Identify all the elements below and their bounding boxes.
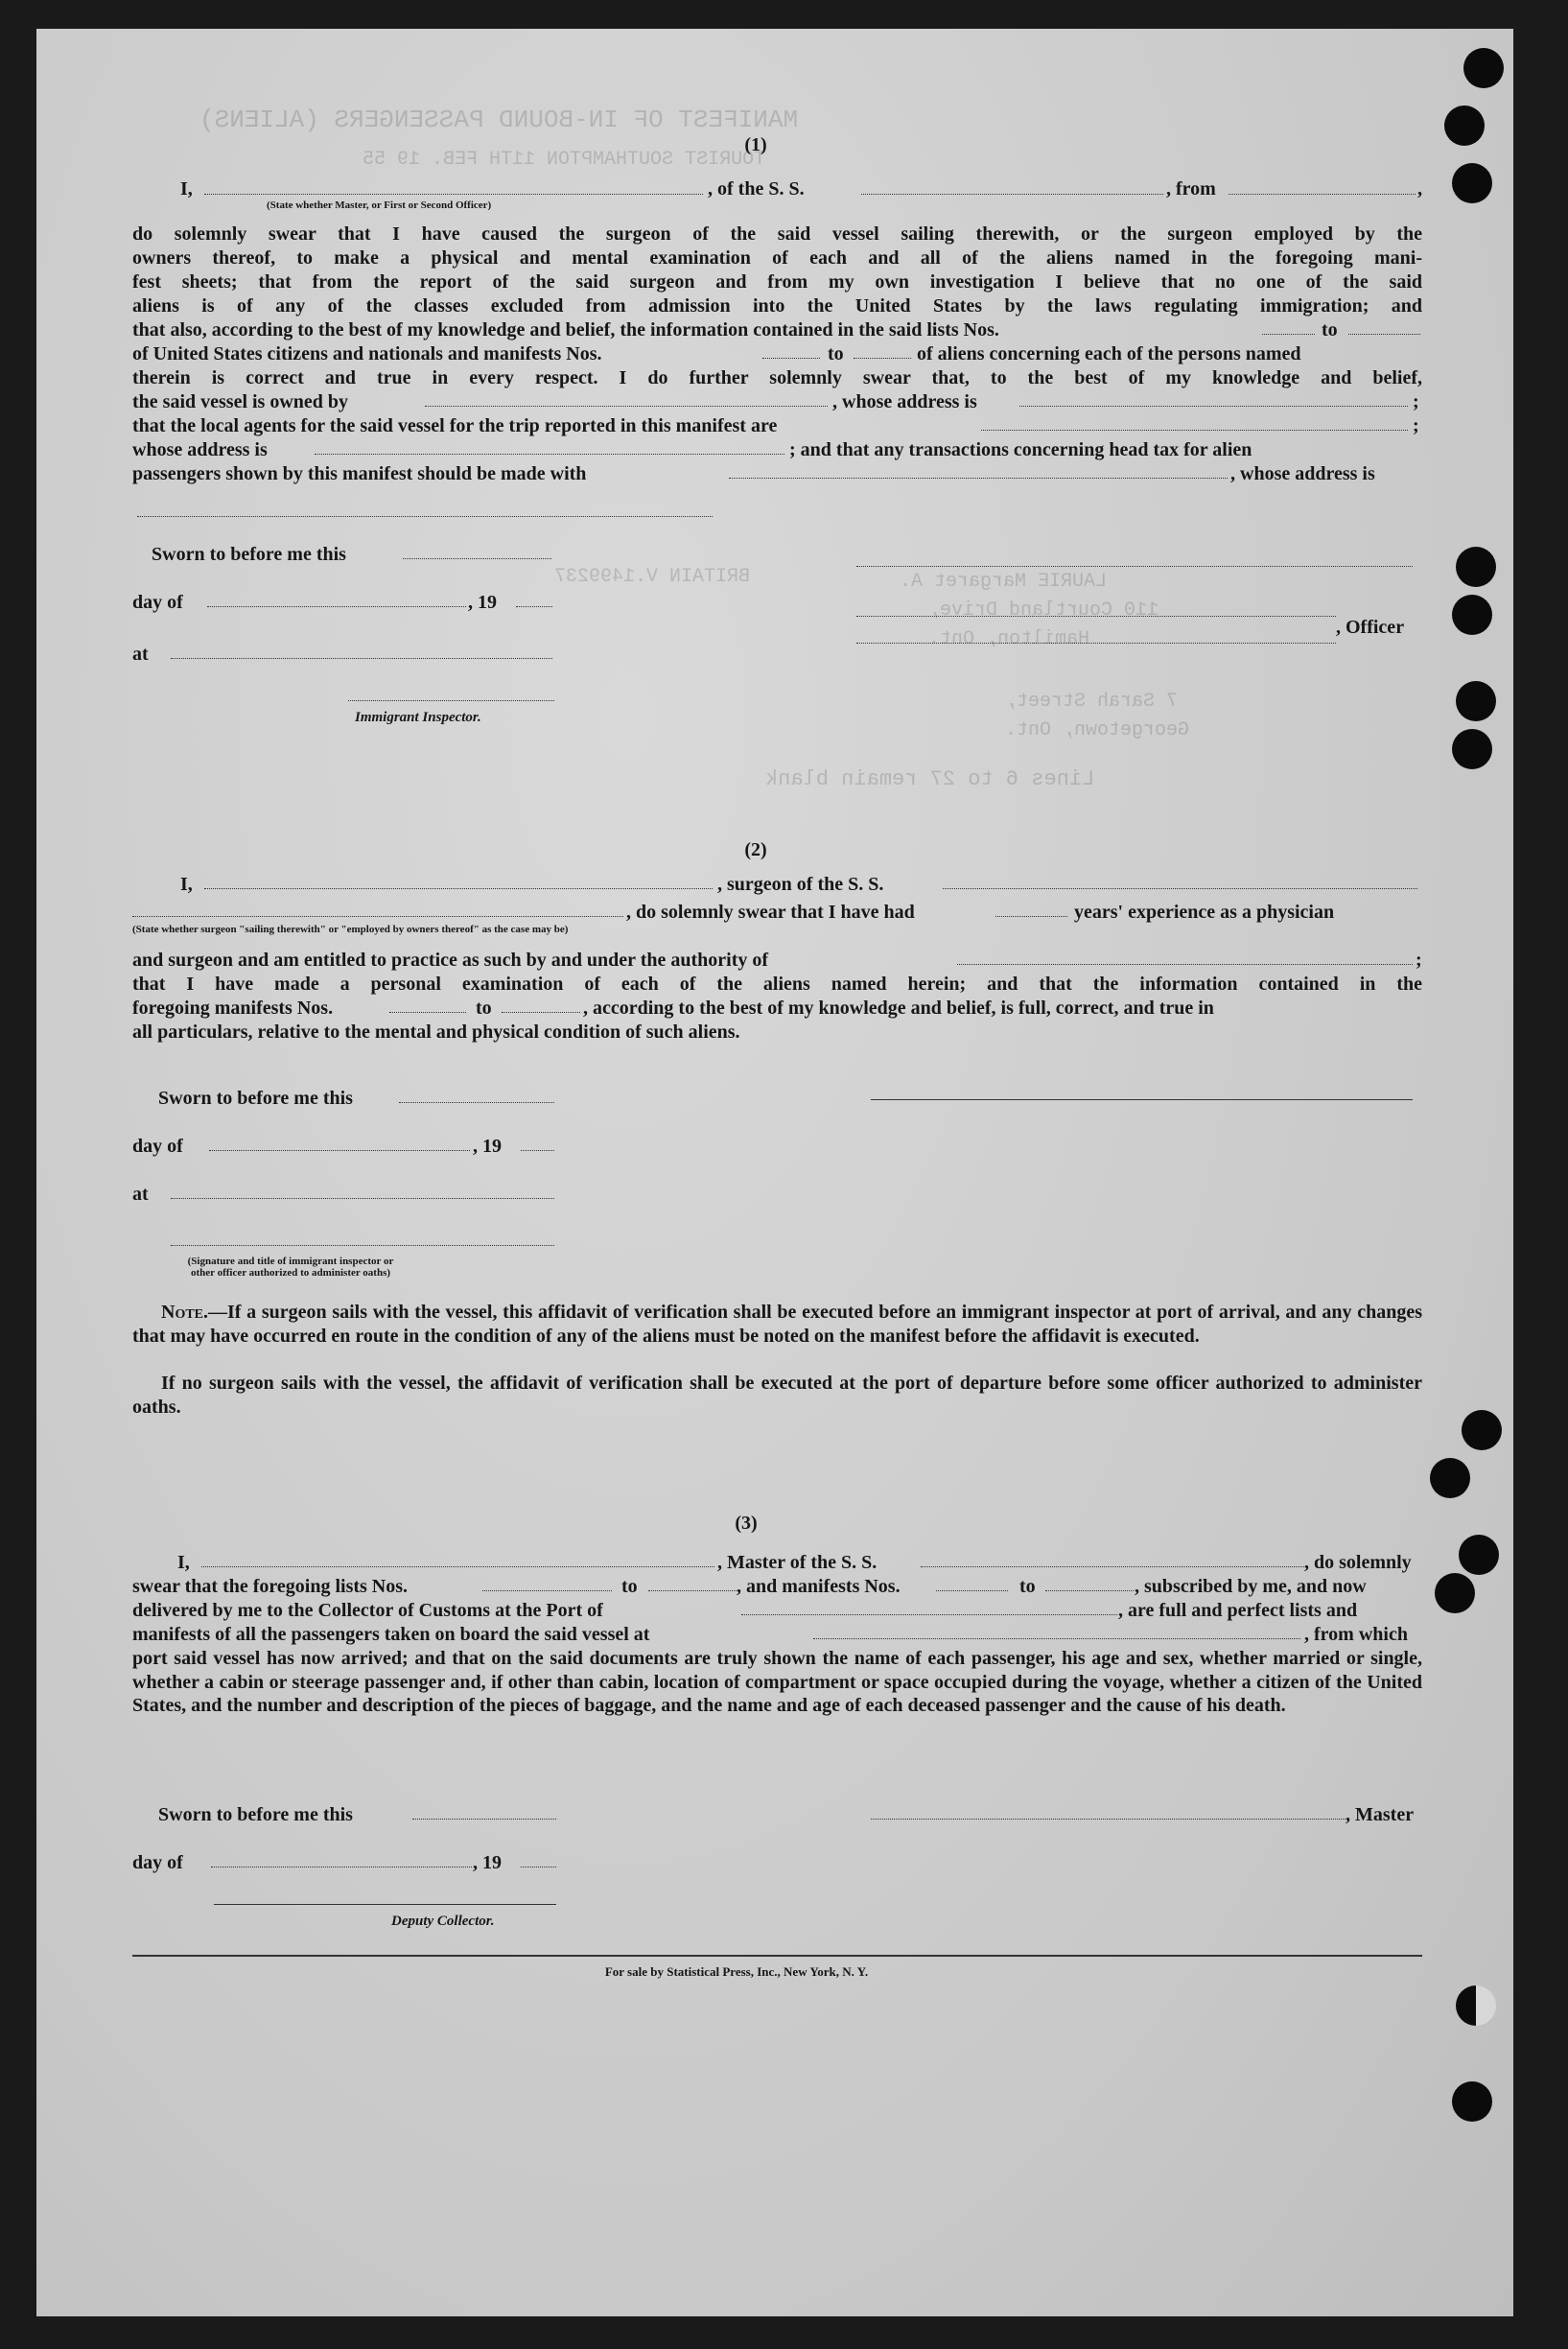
bleed-through-text: LAURIE Margaret A. bbox=[900, 571, 1108, 593]
section-1-body-line: fest sheets; that from the report of the said surgeon and from my own investigation I believe that no one of the said bbox=[132, 271, 1422, 293]
head-tax-text: ; and that any transactions concerning head tax for alien bbox=[789, 439, 1252, 460]
master-name-label: I, bbox=[177, 1552, 190, 1573]
lists-to-field-3[interactable] bbox=[648, 1590, 737, 1591]
lists-nos-from-field[interactable] bbox=[1262, 334, 1315, 335]
section-2-number: (2) bbox=[744, 839, 767, 860]
surgeon-note: (State whether surgeon "sailing therewith" or "employed by owners thereof" as the case may be) bbox=[132, 924, 569, 935]
swear-text: , do solemnly swear that I have had bbox=[626, 902, 915, 923]
agent-address-label: whose address is bbox=[132, 439, 268, 460]
day-of-label-1: day of bbox=[132, 592, 183, 613]
officer-note: (State whether Master, or First or Second Officer) bbox=[267, 200, 492, 211]
agents-field[interactable] bbox=[981, 430, 1408, 431]
head-tax-address-label: , whose address is bbox=[1230, 463, 1375, 484]
exam-line: that I have made a personal examination of each of the aliens named herein; and that the information contained in the bbox=[132, 974, 1422, 995]
bleed-through-text: 110 Courtland Drive, bbox=[928, 599, 1159, 622]
note-paragraph-1 bbox=[132, 1301, 1422, 1348]
bleed-through-text: Lines 6 to 27 remain blank bbox=[765, 767, 1095, 791]
correct-line: therein is correct and true in every respect. I do further solemnly swear that, to the best of my knowledge and belief, bbox=[132, 367, 1422, 388]
from-label: , from bbox=[1166, 178, 1216, 200]
deputy-caption: Deputy Collector. bbox=[391, 1914, 495, 1929]
lists-text-3: swear that the foregoing lists Nos. bbox=[132, 1576, 409, 1597]
year-label-1: , 19 bbox=[468, 592, 497, 613]
officer-name-field[interactable] bbox=[204, 194, 703, 195]
punch-hole-icon bbox=[1456, 681, 1496, 721]
inspector-signature-field-2[interactable] bbox=[171, 1245, 554, 1246]
foregoing-from-field[interactable] bbox=[389, 1012, 466, 1013]
note-paragraph-2: If no surgeon sails with the vessel, the affidavit of verification shall be executed at the port of departure before some officer authorized to administer oaths. bbox=[132, 1373, 1422, 1418]
collector-text: delivered by me to the Collector of Customs at the Port of bbox=[132, 1600, 603, 1621]
foregoing-to-field[interactable] bbox=[502, 1012, 580, 1013]
surgeon-name-field[interactable] bbox=[204, 888, 713, 889]
year-label-3: , 19 bbox=[473, 1852, 502, 1873]
punch-hole-icon bbox=[1435, 1573, 1475, 1613]
inspector-signature-field[interactable] bbox=[348, 700, 554, 701]
citizens-text: of United States citizens and nationals and manifests Nos. bbox=[132, 343, 602, 364]
lists-to-3: to bbox=[621, 1576, 638, 1597]
bleed-through-text: MANIFEST OF IN-BOUND PASSENGERS (ALIENS) bbox=[199, 106, 799, 134]
document-page bbox=[36, 29, 1513, 2316]
surgeon-ship-field[interactable] bbox=[943, 888, 1417, 889]
punch-hole-icon bbox=[1462, 1410, 1502, 1450]
sworn-label-2: Sworn to before me this bbox=[158, 1088, 353, 1109]
foregoing-text: foregoing manifests Nos. bbox=[132, 998, 334, 1019]
sworn-day-field-3[interactable] bbox=[412, 1819, 556, 1820]
bleed-through-text: 7 Sarah Street, bbox=[1005, 691, 1179, 713]
lists-from-field-3[interactable] bbox=[482, 1590, 612, 1591]
ship-name-field[interactable] bbox=[861, 194, 1163, 195]
punch-hole-icon bbox=[1456, 547, 1496, 587]
punch-hole-icon bbox=[1452, 163, 1492, 203]
foregoing-suffix: , according to the best of my knowledge and belief, is full, correct, and true in bbox=[583, 998, 1214, 1019]
particulars-line: all particulars, relative to the mental and physical condition of such aliens. bbox=[132, 1022, 740, 1043]
lists-nos-text: that also, according to the best of my knowledge and belief, the information contained in the said lists Nos. bbox=[132, 319, 999, 341]
note-text-1: —If a surgeon sails with the vessel, this affidavit of verification shall be executed before an immigrant inspector at port of arrival, and any changes that may have occurred en route in the condition of any of the aliens must be noted on the manifest before the affidavit is executed. bbox=[132, 1302, 1422, 1347]
section-3-body: port said vessel has now arrived; and that on the said documents are truly shown the name of each passenger, his age and sex, whether married or single, whether a cabin or steerage passenger and, if other than cabin, location of compartment or space occupied during the voyage, whether a citizen of the United States, and the number and description of the pieces of baggage, and the name and age of each deceased passenger and the cause of his death. bbox=[132, 1648, 1422, 1716]
deputy-signature-field[interactable] bbox=[214, 1904, 556, 1905]
punch-hole-icon bbox=[1452, 595, 1492, 635]
surgeon-name-label: I, bbox=[180, 874, 193, 895]
at-field-1[interactable] bbox=[171, 658, 552, 659]
master-label: , Master bbox=[1346, 1804, 1415, 1825]
punch-hole-icon bbox=[1452, 729, 1492, 769]
punch-hole-icon bbox=[1430, 1458, 1470, 1498]
punch-hole-icon bbox=[1452, 2081, 1492, 2122]
sworn-label-3: Sworn to before me this bbox=[158, 1804, 353, 1825]
day-of-field-2[interactable] bbox=[209, 1150, 470, 1151]
master-signature-field[interactable] bbox=[871, 1819, 1346, 1820]
collector-suffix: , are full and perfect lists and bbox=[1118, 1600, 1358, 1621]
officer-label: , Officer bbox=[1336, 617, 1405, 638]
punch-hole-icon bbox=[1463, 48, 1504, 88]
surgeon-ship-label: , surgeon of the S. S. bbox=[717, 874, 884, 895]
owner-address-label: , whose address is bbox=[832, 391, 977, 412]
bleed-through-text: Hamilton, Ont. bbox=[928, 628, 1090, 650]
authority-semicolon: ; bbox=[1416, 950, 1422, 971]
master-ship-field[interactable] bbox=[921, 1566, 1304, 1567]
manifests-to-3: to bbox=[1019, 1576, 1036, 1597]
authority-text: and surgeon and am entitled to practice as such by and under the authority of bbox=[132, 950, 769, 971]
citizens-to: to bbox=[828, 343, 844, 364]
subscribed-text: , subscribed by me, and now bbox=[1135, 1576, 1367, 1597]
master-name-field[interactable] bbox=[201, 1566, 714, 1567]
printer-imprint: For sale by Statistical Press, Inc., New York, N. Y. bbox=[604, 1964, 869, 1979]
citizens-suffix: of aliens concerning each of the persons named bbox=[917, 343, 1301, 364]
day-of-field-1[interactable] bbox=[207, 606, 466, 607]
citizens-from-field[interactable] bbox=[762, 358, 820, 359]
from-comma: , bbox=[1417, 178, 1422, 200]
head-tax-agent-field[interactable] bbox=[729, 478, 1228, 479]
punch-hole-icon bbox=[1456, 1985, 1496, 2026]
officer-sign-line-2[interactable] bbox=[856, 616, 1336, 617]
officer-signature-field[interactable] bbox=[856, 643, 1336, 644]
sworn-day-field-2[interactable] bbox=[399, 1102, 554, 1103]
master-solemnly: , do solemnly bbox=[1304, 1552, 1412, 1573]
bleed-through-text: BRITAIN V.1499237 bbox=[554, 566, 751, 588]
day-of-label-3: day of bbox=[132, 1852, 183, 1873]
section-3-number: (3) bbox=[735, 1513, 758, 1534]
years-text: years' experience as a physician bbox=[1074, 902, 1335, 923]
signature-note: (Signature and title of immigrant inspector or other officer authorized to administer oaths) bbox=[187, 1256, 394, 1279]
years-field[interactable] bbox=[995, 916, 1067, 917]
manifests-line: manifests of all the passengers taken on board the said vessel at bbox=[132, 1624, 650, 1645]
owner-address-field[interactable] bbox=[1019, 406, 1408, 407]
at-field-2[interactable] bbox=[171, 1198, 554, 1199]
from-field[interactable] bbox=[1229, 194, 1416, 195]
ship-label: , of the S. S. bbox=[708, 178, 805, 200]
bleed-through-text: Georgetown, Ont. bbox=[1005, 719, 1190, 741]
owner-semicolon: ; bbox=[1413, 391, 1419, 412]
year-field-1[interactable] bbox=[516, 606, 552, 607]
agents-text: that the local agents for the said vessel for the trip reported in this manifest are bbox=[132, 415, 778, 436]
foregoing-to: to bbox=[476, 998, 492, 1019]
agent-address-field[interactable] bbox=[315, 454, 784, 455]
manifests-text-3: , and manifests Nos. bbox=[737, 1576, 901, 1597]
surgeon-signature-field[interactable] bbox=[871, 1099, 1413, 1100]
punch-hole-icon bbox=[1459, 1535, 1499, 1575]
port-field[interactable] bbox=[741, 1614, 1117, 1615]
owner-field[interactable] bbox=[425, 406, 828, 407]
footer-rule bbox=[132, 1955, 1422, 1957]
at-label-1: at bbox=[132, 644, 149, 665]
owned-text: the said vessel is owned by bbox=[132, 391, 349, 412]
head-tax-address-field[interactable] bbox=[137, 516, 713, 517]
surgeon-status-field[interactable] bbox=[132, 916, 623, 917]
officer-name-label: I, bbox=[180, 178, 193, 200]
manifests-to-field-3[interactable] bbox=[1045, 1590, 1134, 1591]
year-field-2[interactable] bbox=[521, 1150, 554, 1151]
lists-nos-to: to bbox=[1322, 319, 1338, 341]
section-1-body-line: aliens is of any of the classes excluded from admission into the United States by the laws regulating immigration; and bbox=[132, 295, 1422, 317]
from-which-text: , from which bbox=[1304, 1624, 1408, 1645]
section-1-body-line: do solemnly swear that I have caused the surgeon of the said vessel sailing therewith, or the surgeon employed by the bbox=[132, 223, 1422, 245]
citizens-to-field[interactable] bbox=[854, 358, 911, 359]
day-of-label-2: day of bbox=[132, 1136, 183, 1157]
inspector-caption: Immigrant Inspector. bbox=[355, 710, 481, 725]
passengers-text: passengers shown by this manifest should be made with bbox=[132, 463, 587, 484]
master-ship-label: , Master of the S. S. bbox=[717, 1552, 878, 1573]
officer-sign-line-1[interactable] bbox=[856, 566, 1413, 567]
manifests-from-field-3[interactable] bbox=[936, 1590, 1008, 1591]
sworn-day-field-1[interactable] bbox=[403, 558, 551, 559]
bleed-through-text: TOURIST SOUTHAMPTON 11TH FEB. 19 55 bbox=[363, 149, 766, 171]
section-1-body-line: owners thereof, to make a physical and mental examination of each and all of the aliens named in the foregoing mani- bbox=[132, 247, 1422, 269]
agents-semicolon: ; bbox=[1413, 415, 1419, 436]
year-label-2: , 19 bbox=[473, 1136, 502, 1157]
at-label-2: at bbox=[132, 1184, 149, 1205]
authority-field[interactable] bbox=[957, 964, 1413, 965]
section-1-number: (1) bbox=[744, 134, 767, 155]
sworn-label-1: Sworn to before me this bbox=[152, 544, 346, 565]
note-label: Note. bbox=[161, 1302, 209, 1323]
embark-port-field[interactable] bbox=[813, 1638, 1300, 1639]
lists-nos-to-field[interactable] bbox=[1348, 334, 1420, 335]
